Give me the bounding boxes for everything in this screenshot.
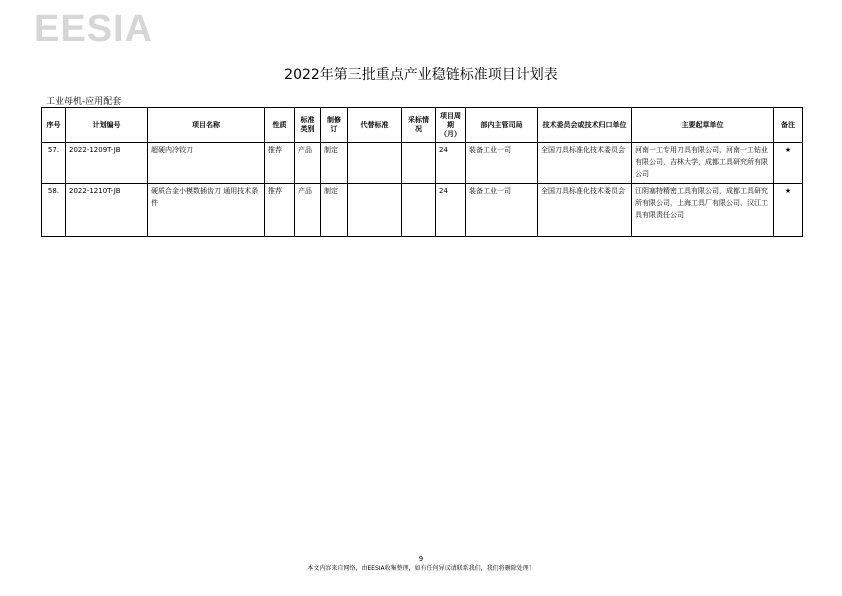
standards-table: [41, 107, 803, 237]
logo: EESIA: [34, 8, 154, 50]
category-label: 工业母机-应用配套: [46, 97, 122, 107]
table-row: [42, 184, 803, 237]
cell-committee: 全国刀具标准化技术委员会: [538, 143, 632, 184]
page-title: 2022年第三批重点产业稳链标准项目计划表: [284, 67, 558, 83]
cell-adoption: [402, 143, 436, 184]
cell-revision: 制定: [321, 143, 348, 184]
cell-drafters: 河南一工专用刀具有限公司，河南一工钻业有限公司，吉林大学，成都工具研究所有限公司: [632, 143, 774, 184]
cell-name: 硬质合金小模数插齿刀 通用技术条件: [148, 184, 265, 237]
cell-period: 24: [436, 184, 466, 237]
cell-dept: 装备工业一司: [466, 184, 538, 237]
header-cell: 性质: [265, 108, 295, 143]
header-cell: 制修订: [321, 108, 348, 143]
header-cell: 项目名称: [148, 108, 265, 143]
table-header-row: [42, 108, 803, 143]
cell-drafters: 江阴塞特精密工具有限公司，成都工具研究所有限公司，上海工具厂有限公司，汉江工具有限责任公司: [632, 184, 774, 237]
header-cell: 部内主管司局: [466, 108, 538, 143]
header-cell: 备注: [774, 108, 803, 143]
cell-name: 超硬内冷铰刀: [148, 143, 265, 184]
cell-note: ★: [774, 184, 803, 237]
cell-revision: 制定: [321, 184, 348, 237]
cell-no: 58.: [42, 184, 66, 237]
header-cell: 代替标准: [348, 108, 402, 143]
header-cell: 主要起草单位: [632, 108, 774, 143]
header-cell: 技术委员会或技术归口单位: [538, 108, 632, 143]
cell-nature: 推荐: [265, 143, 295, 184]
cell-category: 产品: [295, 143, 321, 184]
header-cell: 计划编号: [66, 108, 148, 143]
header-cell: 序号: [42, 108, 66, 143]
header-cell: 采标情况: [402, 108, 436, 143]
cell-plan-no: 2022-1210T-JB: [66, 184, 148, 237]
cell-replaces: [348, 184, 402, 237]
footer-disclaimer: 本文内容来自网络，由EESIA收集整理，如有任何异议请联系我们，我们将删除处理！: [307, 565, 535, 572]
cell-category: 产品: [295, 184, 321, 237]
cell-adoption: [402, 184, 436, 237]
page-number: 9: [418, 555, 424, 563]
cell-replaces: [348, 143, 402, 184]
cell-no: 57.: [42, 143, 66, 184]
table-row: [42, 143, 803, 184]
header-cell: 项目周期（月）: [436, 108, 466, 143]
cell-plan-no: 2022-1209T-JB: [66, 143, 148, 184]
cell-period: 24: [436, 143, 466, 184]
cell-dept: 装备工业一司: [466, 143, 538, 184]
cell-nature: 推荐: [265, 184, 295, 237]
header-cell: 标准类别: [295, 108, 321, 143]
cell-committee: 全国刀具标准化技术委员会: [538, 184, 632, 237]
cell-note: ★: [774, 143, 803, 184]
